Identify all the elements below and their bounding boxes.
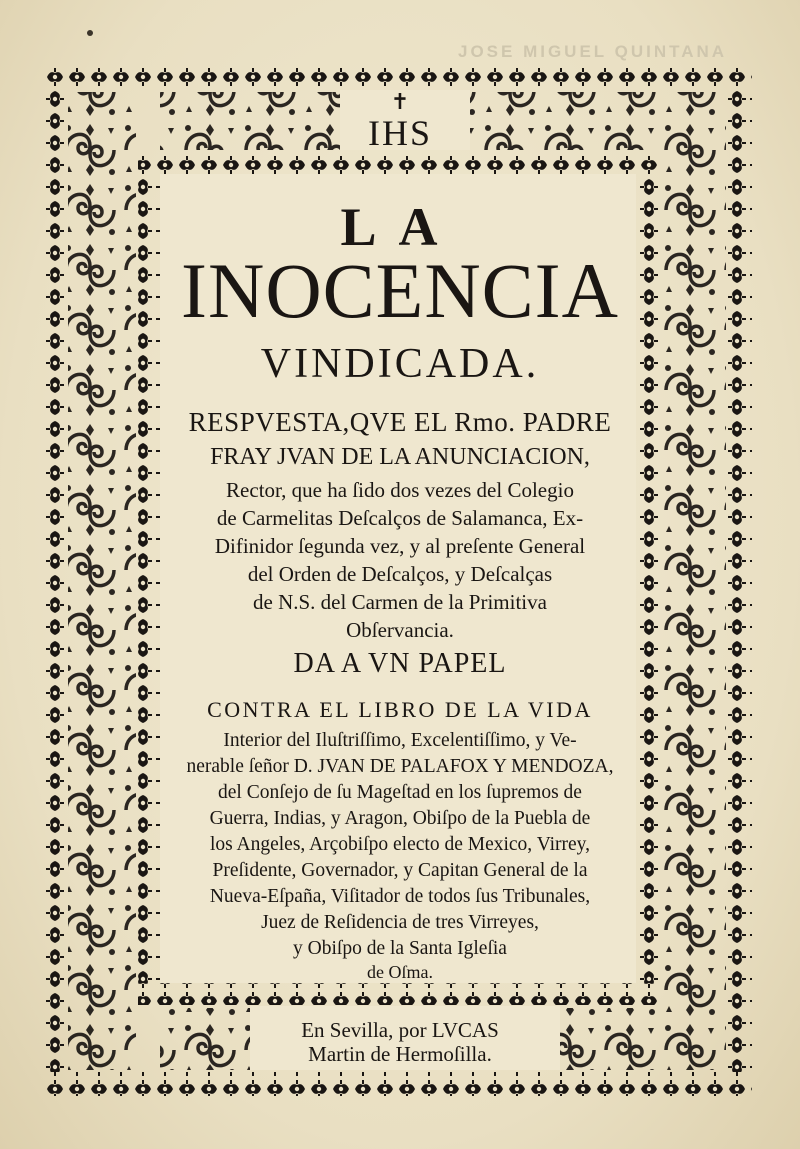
ihs-monogram: [350, 92, 450, 154]
contra-line-5: los Angeles, Arçobiſpo electo de Mexico, Virrey,: [209, 834, 591, 855]
response-line-4: de Carmelitas Deſcalços de Salamanca, Ex-: [216, 506, 584, 530]
contra-line-4: Guerra, Indias, y Aragon, Obiſpo de la Puebla de: [209, 808, 591, 829]
response-line-1: RESPVESTA,QVE EL Rmo. PADRE: [188, 407, 612, 437]
imprint-line-2: Martin de Hermoſilla.: [308, 1042, 492, 1066]
ihs-text: IHS: [367, 113, 432, 153]
cross-icon: ✝: [390, 90, 410, 115]
contra-line-2: nerable ſeñor D. JVAN DE PALAFOX Y MENDOZA,: [186, 756, 614, 777]
title-line-la: LA: [340, 197, 460, 257]
owner-stamp: JOSE MIGUEL QUINTANA: [458, 42, 728, 61]
response-line-6: del Orden de Deſcalços, y Deſcalças: [247, 562, 553, 586]
response-line-5: Difinidor ſegunda vez, y al preſente General: [214, 534, 586, 558]
contra-line-8: Juez de Reſidencia de tres Virreyes,: [261, 912, 539, 933]
response-line-3: Rector, que ha ſido dos vezes del Colegio: [226, 478, 574, 502]
contra-line-1: Interior del Iluſtriſſimo, Excelentiſſimo, y Ve-: [223, 730, 577, 751]
response-line-7: de N.S. del Carmen de la Primitiva: [253, 590, 547, 614]
imprint-line-1: En Sevilla, por LVCAS: [301, 1018, 499, 1042]
response-line-2: FRAY JVAN DE LA ANUNCIACION,: [210, 444, 590, 470]
contra-line-7: Nueva-Eſpaña, Viſitador de todos ſus Tribunales,: [209, 886, 591, 907]
title-line-inocencia: INOCENCIA: [181, 247, 619, 334]
contra-line-6: Preſidente, Governador, y Capitan General de la: [212, 860, 588, 881]
response-line-8: Obſervancia.: [346, 618, 454, 642]
contra-heading: CONTRA EL LIBRO DE LA VIDA: [207, 697, 593, 722]
contra-line-3: del Conſejo de ſu Mageſtad en los ſupremos de: [218, 782, 582, 803]
contra-line-10: de Oſma.: [367, 962, 433, 982]
title-line-vindicada: VINDICADA.: [260, 341, 540, 387]
contra-line-9: y Obiſpo de la Santa Igleſia: [293, 938, 507, 959]
da-a-un-papel: DA A VN PAPEL: [293, 648, 507, 679]
